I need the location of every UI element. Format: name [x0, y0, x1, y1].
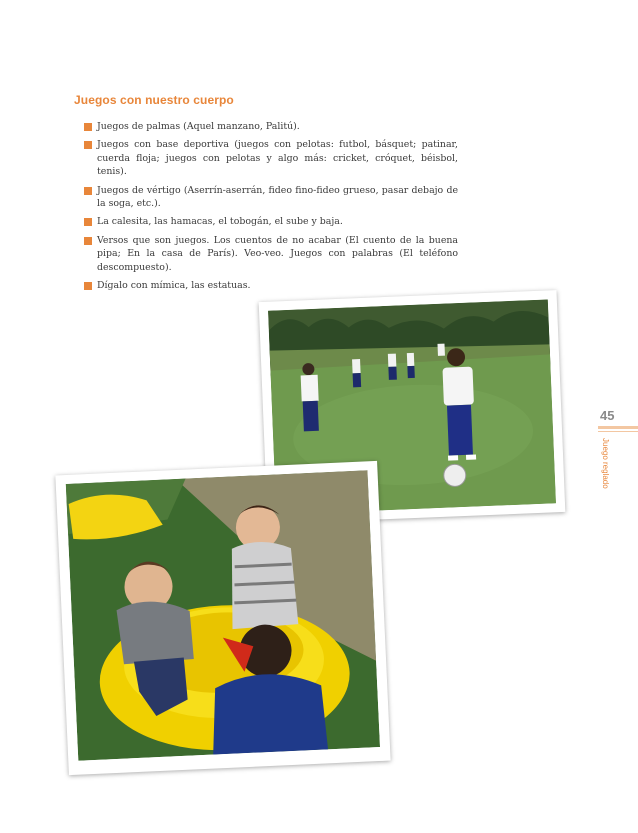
list-item	[84, 234, 458, 274]
square-bullet-icon	[84, 123, 92, 131]
playground-photo	[55, 461, 390, 775]
list-item-text: Juegos de palmas (Aquel manzano, Palitú).	[97, 121, 300, 132]
list-item	[84, 138, 458, 178]
list-item	[84, 279, 458, 292]
activity-list	[84, 120, 458, 297]
page-number: 45	[600, 408, 615, 423]
list-item-text: Juegos de vértigo (Aserrín-aserrán, fideo fino-fideo grueso, pasar debajo de la soga, etc.).	[97, 184, 458, 210]
page-number-rule	[598, 426, 638, 429]
page-number-rule-thin	[598, 431, 638, 432]
playground-scene-image	[66, 470, 380, 760]
list-item	[84, 215, 458, 228]
section-heading: Juegos con nuestro cuerpo	[74, 93, 234, 107]
square-bullet-icon	[84, 282, 92, 290]
square-bullet-icon	[84, 218, 92, 226]
list-item	[84, 184, 458, 211]
square-bullet-icon	[84, 187, 92, 195]
list-item-text: Juegos con base deportiva (juegos con pelotas: futbol, básquet; patinar, cuerda floja; juegos con pelotas y algo más: cricket, cróquet, béisbol, tenis).	[97, 139, 458, 178]
list-item-text: Versos que son juegos. Los cuentos de no acabar (El cuento de la buena pipa; En la casa de París). Veo-veo. Juegos con palabras (El teléfono descompuesto).	[97, 234, 458, 273]
square-bullet-icon	[84, 141, 92, 149]
section-running-label: Juego reglado	[601, 438, 610, 489]
square-bullet-icon	[84, 237, 92, 245]
list-item-text: La calesita, las hamacas, el tobogán, el sube y baja.	[97, 216, 343, 228]
list-item-text: Dígalo con mímica, las estatuas.	[97, 280, 251, 292]
list-item	[84, 120, 458, 133]
